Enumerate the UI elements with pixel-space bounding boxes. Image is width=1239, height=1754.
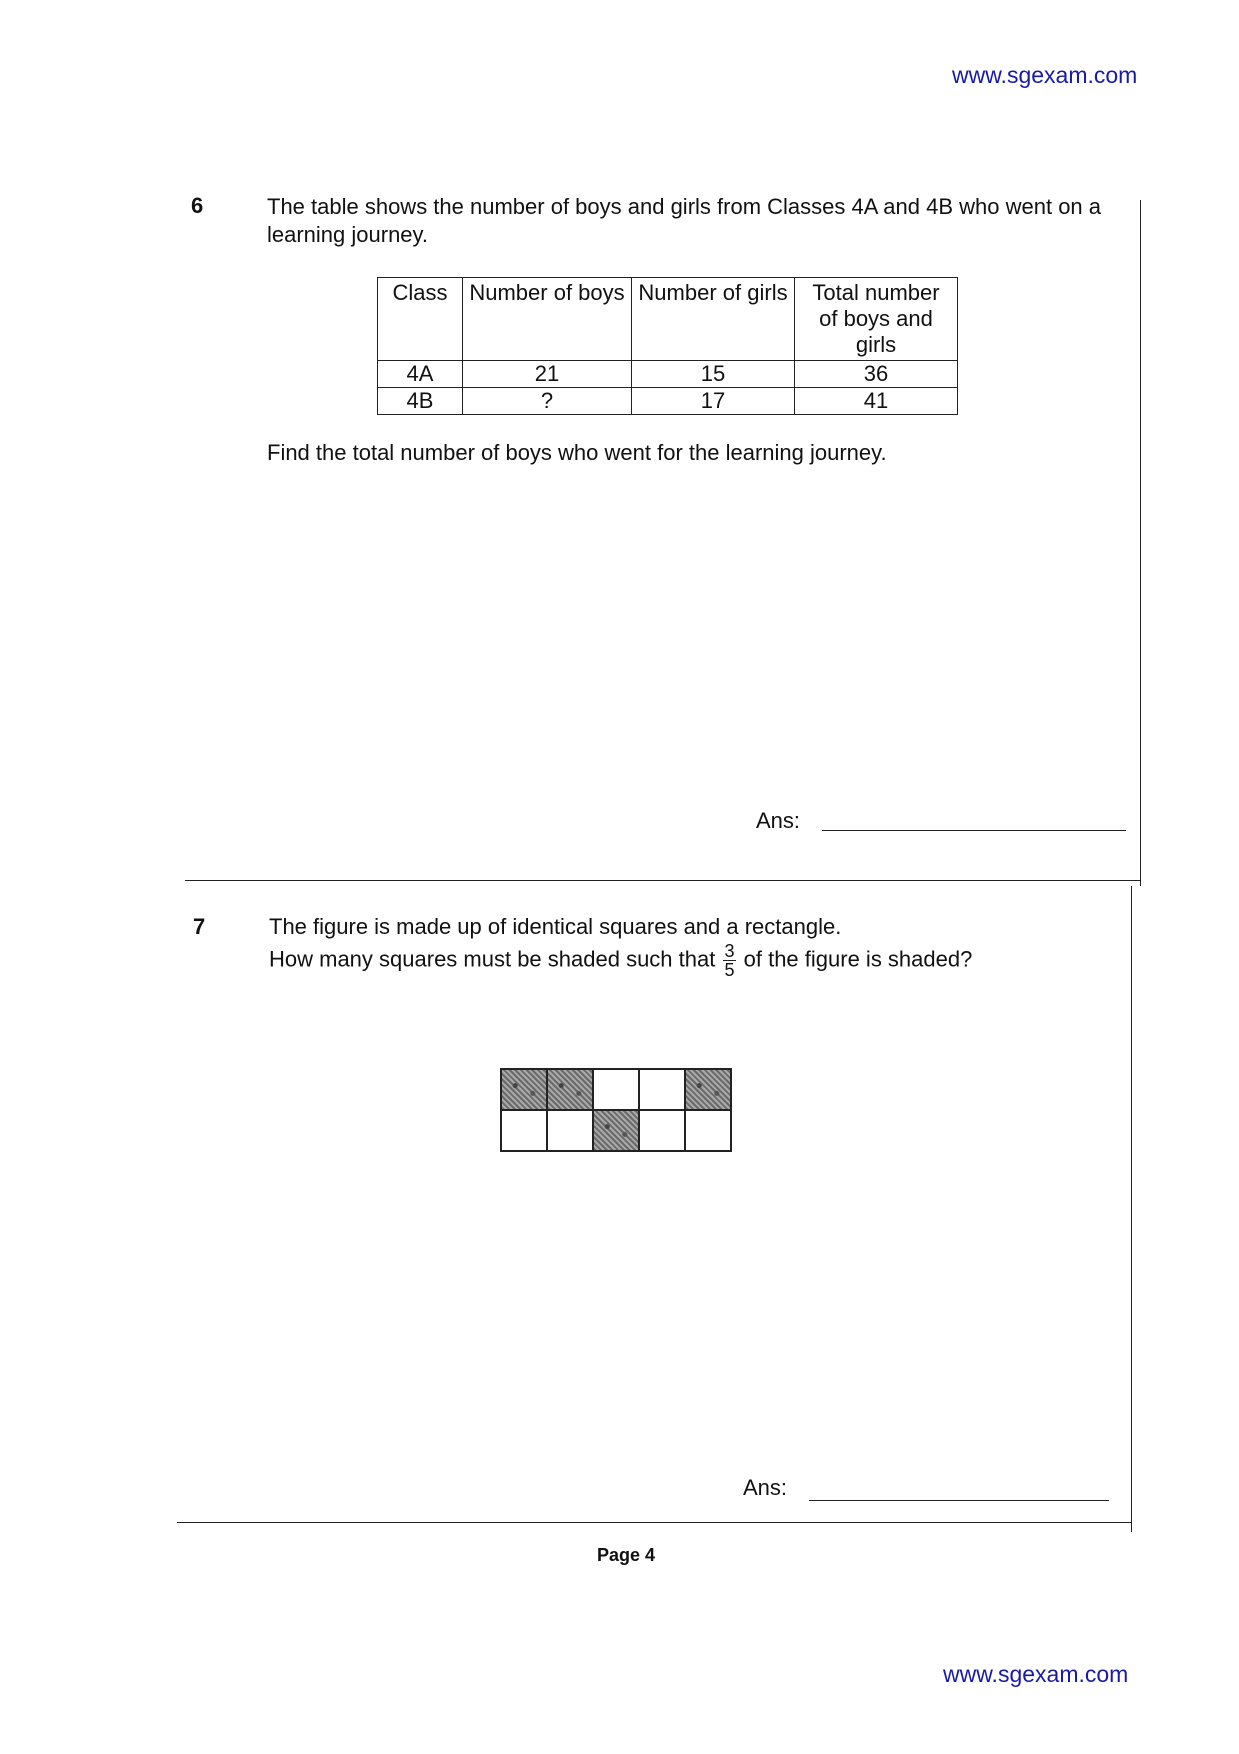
unshaded-square <box>501 1110 547 1151</box>
table-cell: 21 <box>463 361 632 388</box>
table-cell: 4A <box>378 361 463 388</box>
page-number: Page 4 <box>597 1545 656 1565</box>
unshaded-square <box>639 1069 685 1110</box>
fraction-numerator: 3 <box>724 941 735 961</box>
col-total-header: Total number of boys and girls <box>795 278 958 361</box>
squares-figure <box>500 1068 732 1152</box>
question-7-line2 <box>269 942 972 979</box>
header-watermark: www.sgexam.com <box>952 62 1138 88</box>
table-cell: 36 <box>795 361 958 388</box>
footer-watermark: www.sgexam.com <box>943 1661 1129 1687</box>
col-girls-header: Number of girls <box>632 278 795 361</box>
unshaded-square <box>685 1110 731 1151</box>
question-6-ans-label: Ans: <box>756 808 801 833</box>
question-7-answer-line[interactable] <box>809 1500 1109 1501</box>
table-row <box>378 388 958 415</box>
table-row <box>378 361 958 388</box>
table-cell: 4B <box>378 388 463 415</box>
unshaded-square <box>593 1069 639 1110</box>
question-7-ans-label: Ans: <box>743 1475 788 1500</box>
table-cell: 41 <box>795 388 958 415</box>
question-divider <box>185 880 1141 881</box>
shaded-square <box>593 1110 639 1151</box>
shaded-square <box>547 1069 593 1110</box>
col-class-header: Class <box>378 278 463 361</box>
col-boys-header: Number of boys <box>463 278 632 361</box>
unshaded-square <box>547 1110 593 1151</box>
right-margin-line-upper <box>1140 200 1141 886</box>
shaded-square <box>685 1069 731 1110</box>
fraction-three-fifths <box>723 942 735 979</box>
shaded-square <box>501 1069 547 1110</box>
fraction-denominator: 5 <box>724 960 735 980</box>
bottom-divider <box>177 1522 1132 1523</box>
question-7-line1: The figure is made up of identical squares and a rectangle. <box>269 914 842 939</box>
question-7-number: 7 <box>193 914 206 939</box>
table-cell: ? <box>463 388 632 415</box>
table-cell: 17 <box>632 388 795 415</box>
question-7-line2-after: of the figure is shaded? <box>743 946 973 972</box>
unshaded-square <box>639 1110 685 1151</box>
table-cell: 15 <box>632 361 795 388</box>
question-6-answer-line[interactable] <box>822 830 1126 831</box>
table-header-row <box>378 278 958 361</box>
right-margin-line-lower <box>1131 886 1132 1532</box>
question-6-prompt: Find the total number of boys who went for the learning journey. <box>267 440 887 465</box>
boys-girls-table <box>377 277 958 415</box>
question-6-text: The table shows the number of boys and girls from Classes 4A and 4B who went on a learning journey. <box>267 194 1102 247</box>
question-6-number: 6 <box>191 193 204 218</box>
question-7-line2-before: How many squares must be shaded such that <box>269 946 716 972</box>
